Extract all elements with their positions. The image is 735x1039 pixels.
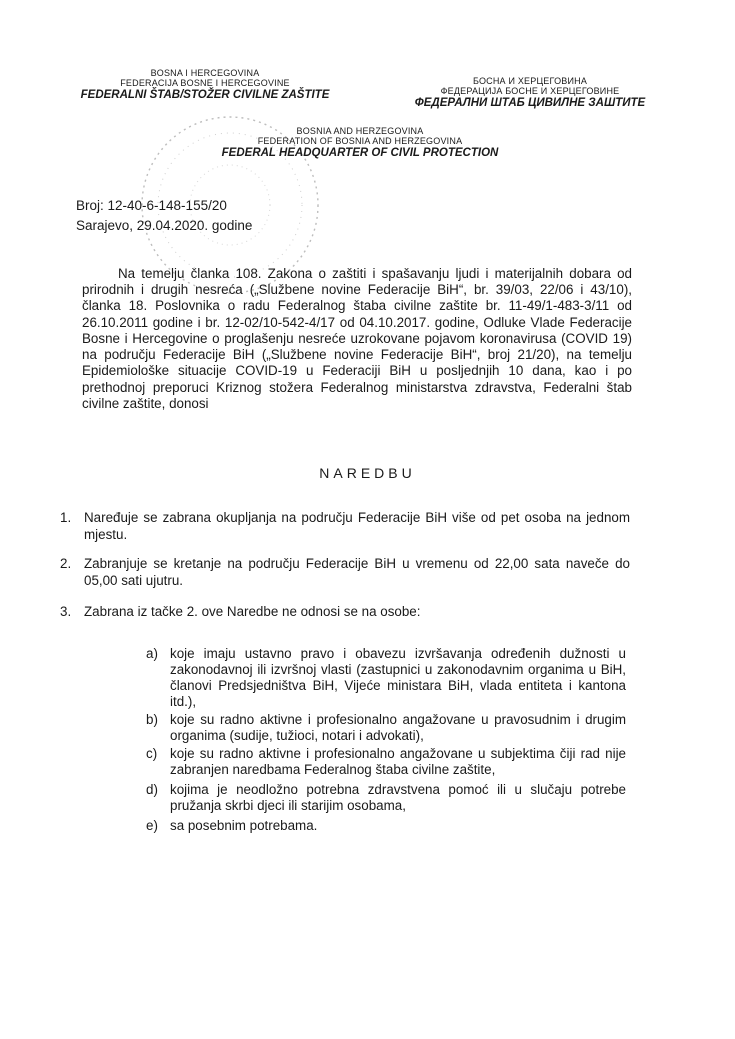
order-item-number: 2. (60, 556, 72, 571)
document-place-date: Sarajevo, 29.04.2020. godine (76, 217, 253, 233)
exemption-text: koje su radno aktivne i profesionalno angažovane u subjektima čiji rad nije zabranjen naredbama Federalnog štaba civilne zaštite, (170, 746, 626, 778)
header-left-institution: FEDERALNI ŠTAB/STOŽER CIVILNE ZAŠTITE (80, 88, 330, 101)
exemption-text: koje su radno aktivne i profesionalno angažovane u pravosudnim i drugim organima (sudije, tužioci, notari i advokati), (170, 712, 626, 744)
exemption-item (146, 746, 626, 778)
header-left-federation: FEDERACIJA BOSNE I HERCEGOVINE (120, 78, 290, 89)
order-item (60, 556, 630, 590)
exemption-item (146, 782, 626, 814)
order-item-number: 3. (60, 604, 72, 619)
exemption-letter: b) (146, 712, 158, 727)
header-center-institution: FEDERAL HEADQUARTER OF CIVIL PROTECTION (221, 146, 499, 159)
order-item-number: 1. (60, 510, 72, 525)
order-item-text: Naređuje se zabrana okupljanja na području Federacije BiH više od pet osoba na jednom mjestu. (84, 510, 630, 542)
header-right (385, 76, 675, 110)
header-right-country: БОСНА И ХЕРЦЕГОВИНА (472, 76, 588, 86)
exemption-item (146, 712, 626, 744)
document-meta (76, 196, 252, 235)
order-item-text: Zabranjuje se kretanje na području Federacije BiH u vremenu od 22,00 sata naveče do 05,00 sati ujutru. (84, 556, 630, 588)
header-center-country: BOSNIA AND HERZEGOVINA (296, 126, 424, 136)
exemption-item (146, 818, 626, 834)
header-left-country: BOSNA I HERCEGOVINA (150, 68, 260, 78)
exemption-letter: c) (146, 746, 158, 761)
header-left (70, 68, 340, 102)
header-center (210, 126, 510, 160)
order-item (60, 604, 630, 621)
legal-preamble: Na temelju članka 108. Zakona o zaštiti i spašavanju ljudi i materijalnih dobara od prirodnih i drugih nesreća („Službene novine Federacije BiH“, br. 39/03, 22/06 i 43/10), članka 18. Poslovnika o radu Federalnog štaba civilne zaštite br. 11-49/1-483-3/11 od 26.10.2011 godine i br. 12-02/10-542-4/17 od 04.10.2017. godine, Odluke Vlade Federacije Bosne i Hercegovine o proglašenju nesreće uzrokovane pojavom koronavirusa (COVID 19) na području Federacije BiH („Službene novine Federacije BiH“, broj 21/20), na temelju Epidemiološke situacije COVID-19 u Federaciji BiH u posljednjih 10 dana, kao i po prethodnoj preporuci Kriznog stožera Federalnog ministarstva zdravstva, Federalni štab civilne zaštite, donosi (82, 266, 632, 411)
exemption-text: koje imaju ustavno pravo i obavezu izvršavanja određenih dužnosti u zakonodavnoj ili izvršnoj vlasti (zastupnici u zakonodavnim organima u BiH, članovi Predsjedništva BiH, Vijeće ministara BiH, vlada entiteta i kantona itd.), (170, 646, 626, 710)
order-item-text: Zabrana iz tačke 2. ove Naredbe ne odnosi se na osobe: (84, 604, 421, 619)
header-right-institution: ФЕДЕРАЛНИ ШТАБ ЦИВИЛНЕ ЗАШТИТЕ (414, 96, 646, 109)
exemption-item (146, 646, 626, 710)
exemption-letter: a) (146, 646, 158, 661)
document-title: NAREDBU (319, 465, 416, 481)
exemption-letter: d) (146, 782, 158, 797)
exemption-text: sa posebnim potrebama. (170, 818, 318, 833)
order-item (60, 510, 630, 544)
header-center-federation: FEDERATION OF BOSNIA AND HERZEGOVINA (257, 136, 463, 147)
exemption-letter: e) (146, 818, 158, 833)
document-number: Broj: 12-40-6-148-155/20 (76, 198, 227, 213)
header-right-federation: ФЕДЕРАЦИЈА БОСНЕ И ХЕРЦЕГОВИНЕ (440, 86, 620, 97)
exemption-text: kojima je neodložno potrebna zdravstvena pomoć ili u slučaju potrebe pružanja skrbi djeci ili starijim osobama, (170, 782, 626, 814)
